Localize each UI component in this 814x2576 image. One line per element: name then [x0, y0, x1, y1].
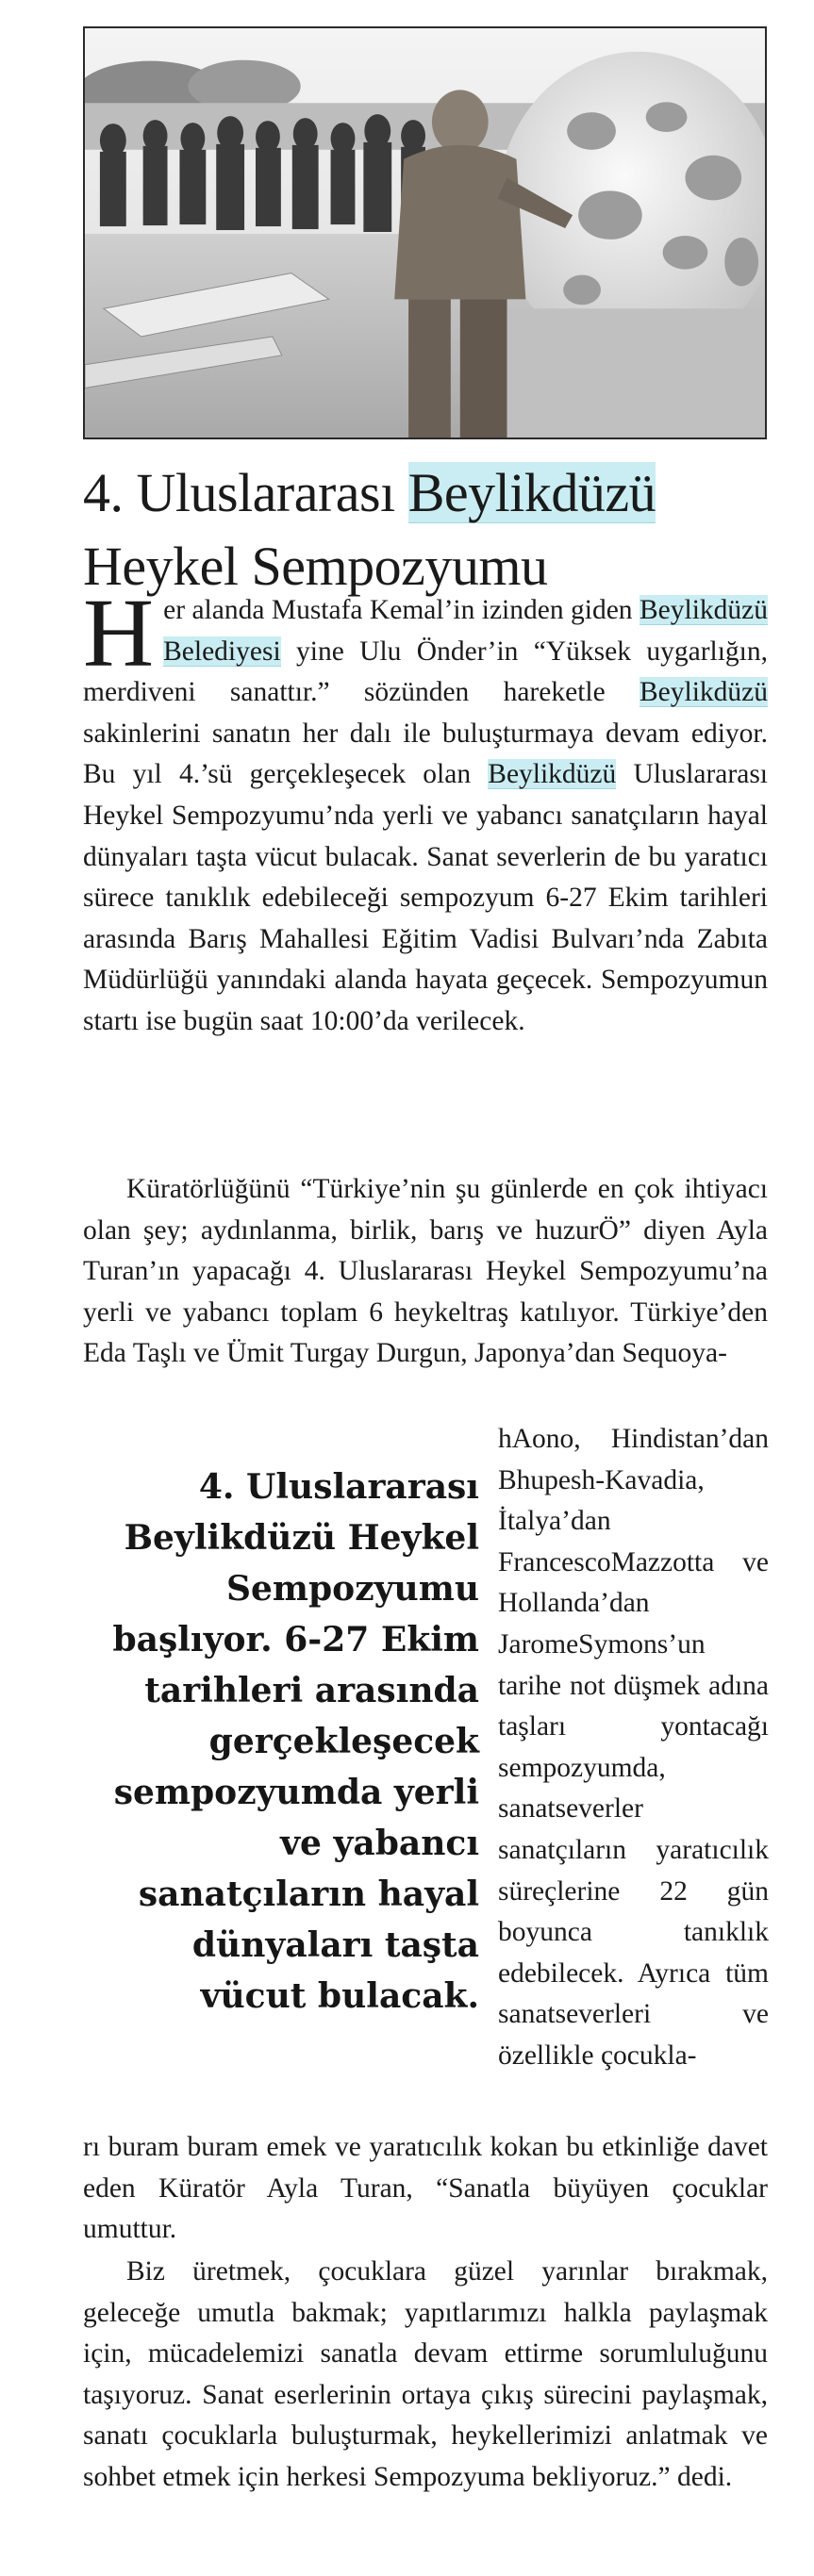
highlighted-keyword: Beylikdüzü Belediyesi: [163, 595, 768, 667]
headline-text-part: 4. Uluslararası: [83, 462, 395, 523]
headline-line-1: [83, 456, 781, 530]
paragraph-4: [83, 2252, 768, 2499]
text-run: yine Ulu Önder’in “Yüksek uygarlığın, merdiveni sanattır.” sözünden hareketle: [83, 636, 768, 708]
highlighted-keyword: Beylikdüzü: [639, 677, 768, 708]
narrow-text-column: [498, 1419, 769, 2077]
text-run: er alanda Mustafa Kemal’in izinden giden: [163, 595, 633, 625]
drop-cap: H: [83, 579, 155, 687]
highlighted-keyword: Beylikdüzü: [488, 759, 617, 790]
paragraph-2: [83, 1169, 768, 1375]
narrow-column-text: hAono, Hindistan’dan Bhupesh-Kavadia, İtalya’dan FrancescoMazzotta ve Hollanda’dan JaromeSymons’un tarihe not düşmek adına taşları yontacağı sempozyumda, sanatseverler sanatçıların yaratıcılık süreçlerine 22 gün boyunca tanıklık edebilecek. Ayrıca tüm sanatseverleri ve özellikle çocukla-: [498, 1424, 769, 2071]
article-photo: [83, 26, 767, 439]
paragraph-3: [83, 2127, 768, 2251]
text-run: Uluslararası Heykel Sempozyumu’nda yerli ve yabancı sanatçıların hayal dünyaları taşta vücut bulacak. Sanat severlerin de bu yaratıcı sürece tanıklık edebileceği sempozyum 6-27 Ekim tarihleri arasında Barış Mahallesi Eğitim Vadisi Bulvarı’nda Zabıta Müdürlüğü yanındaki alanda hayata geçecek. Sempozyumun startı ise bugün saat 10:00’da verilecek.: [83, 759, 768, 1036]
headline-highlight: Beylikdüzü: [407, 462, 656, 523]
pull-quote: 4. Uluslararası Beylikdüzü Heykel Sempozyumu başlıyor. 6-27 Ekim tarihleri arasında gerçekleşecek sempozyumda yerli ve yabancı sanatçıların hayal dünyaları taşta vücut bulacak.: [112, 1467, 479, 2016]
paragraph-4-text: Biz üretmek, çocuklara güzel yarınlar bırakmak, geleceğe umutla bakmak; yapıtlarımızı halkla paylaşmak için, mücadelemizi sanatla devam ettirme sorumluluğunu taşıyoruz. Sanat eserlerinin ortaya çıkış sürecini paylaşmak, sanatı çocuklarla buluşturmak, heykellerimizi anlatmak ve sohbet etmek için herkesi Sempozyuma bekliyoruz.” dedi.: [83, 2256, 768, 2492]
paragraph-2-text: Küratörlüğünü “Türkiye’nin şu günlerde en çok ihtiyacı olan şey; aydınlanma, birlik, barış ve huzurÖ” diyen Ayla Turan’ın yapacağı 4. Uluslararası Heykel Sempozyumu’na yerli ve yabancı toplam 6 heykeltraş katılıyor. Türkiye’den Eda Taşlı ve Ümit Turgay Durgun, Japonya’dan Sequoya-: [83, 1174, 768, 1369]
text-run: sakinlerini sanatın her dalı ile buluşturmaya devam ediyor. Bu yıl 4.’sü gerçekleşecek olan: [83, 718, 768, 790]
paragraph-1-text: [83, 579, 768, 1043]
paragraph-1: [83, 579, 768, 1043]
headline-line-2: Heykel Sempozyumu: [83, 536, 548, 597]
article-headline: [83, 456, 781, 603]
paragraph-3-text: rı buram buram emek ve yaratıcılık kokan bu etkinliğe davet eden Küratör Ayla Turan, “Sanatla büyüyen çocuklar umuttur.: [83, 2132, 768, 2245]
sculptor-photo-image: [85, 28, 765, 438]
